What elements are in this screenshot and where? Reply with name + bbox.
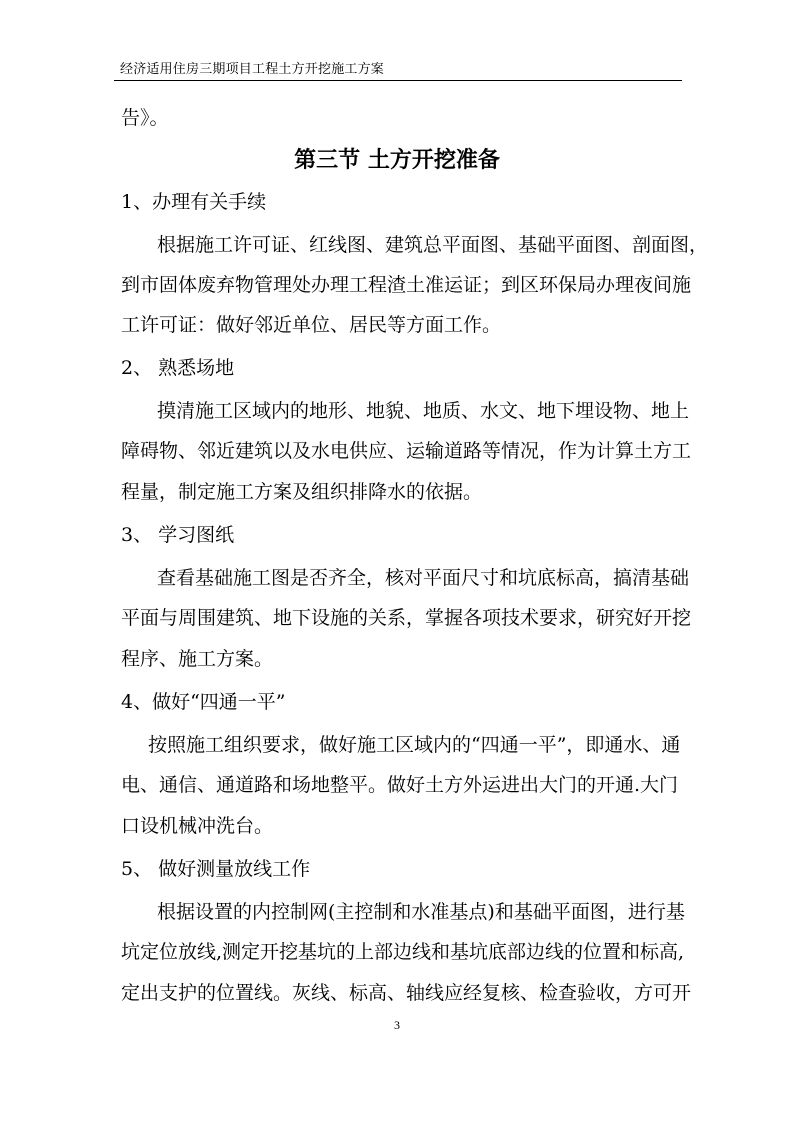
page-number: 3 <box>394 1018 400 1032</box>
header-rule <box>114 80 682 81</box>
paragraph-line: 工许可证：做好邻近单位、居民等方面工作。 <box>121 314 502 336</box>
paragraph-line: 程量，制定施工方案及组织排降水的依据。 <box>121 481 483 503</box>
paragraph-line: 到市固体废弃物管理处办理工程渣土准运证；到区环保局办理夜间施 <box>121 274 692 296</box>
paragraph-line: 查看基础施工图是否齐全，核对平面尺寸和坑底标高，搞清基础 <box>157 567 690 589</box>
paragraph-line: 障碍物、邻近建筑以及水电供应、运输道路等情况，作为计算土方工 <box>121 440 692 462</box>
paragraph-line: 口设机械冲洗台。 <box>121 815 274 837</box>
paragraph-line: 平面与周围建筑、地下设施的关系，掌握各项技术要求，研究好开挖 <box>121 607 692 629</box>
continuation-text: 告》。 <box>121 107 169 129</box>
paragraph-line: 电、通信、通道路和场地整平。做好土方外运进出大门的开通.大门 <box>121 774 679 796</box>
paragraph-line: 摸清施工区域内的地形、地貌、地质、水文、地下埋设物、地上 <box>157 400 690 422</box>
paragraph-line: 定出支护的位置线。灰线、标高、轴线应经复核、检查验收，方可开 <box>121 982 692 1004</box>
section-title: 第三节 土方开挖准备 <box>294 147 500 173</box>
paragraph-line: 程序、施工方案。 <box>121 648 274 670</box>
item-heading: 2、 熟悉场地 <box>121 357 235 379</box>
item-heading: 4、做好“四通一平” <box>121 691 286 713</box>
item-heading: 5、 做好测量放线工作 <box>121 858 311 880</box>
running-header: 经济适用住房三期项目工程土方开挖施工方案 <box>120 62 385 77</box>
item-heading: 3、 学习图纸 <box>121 524 235 546</box>
paragraph-line: 坑定位放线,测定开挖基坑的上部边线和基坑底部边线的位置和标高, <box>121 941 685 963</box>
paragraph-line: 根据设置的内控制网(主控制和水准基点)和基础平面图，进行基 <box>157 901 685 923</box>
paragraph-line: 按照施工组织要求，做好施工区域内的“四通一平”，即通水、通 <box>148 734 681 756</box>
paragraph-line: 根据施工许可证、红线图、建筑总平面图、基础平面图、剖面图， <box>157 234 709 256</box>
item-heading: 1、办理有关手续 <box>121 191 267 213</box>
